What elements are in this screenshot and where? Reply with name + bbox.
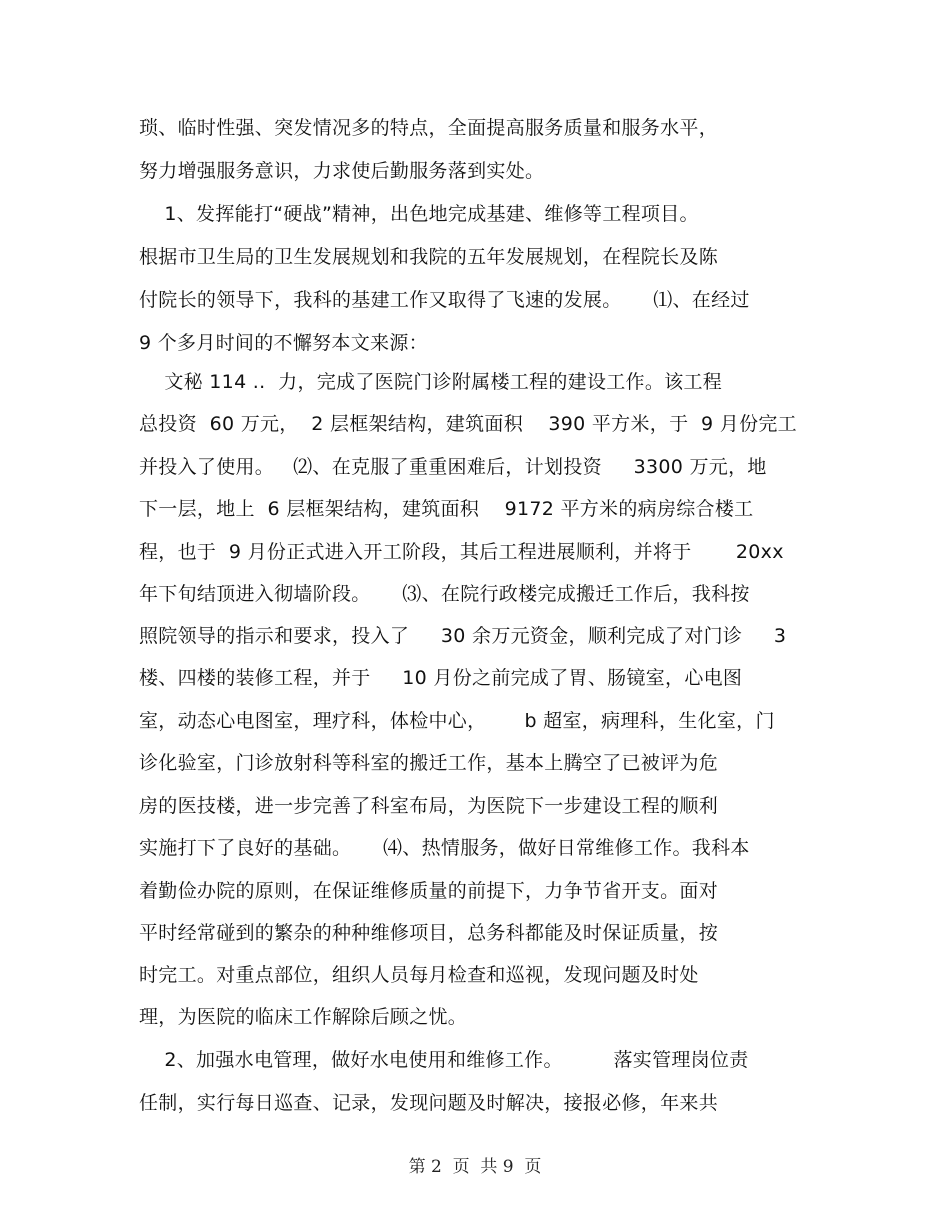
- text-line: 下一层，地上 6 层框架结构，建筑面积 9172 平方米的病房综合楼工: [139, 498, 754, 520]
- text-line: 根据市卫生局的卫生发展规划和我院的五年发展规划，在程院长及陈: [139, 246, 719, 268]
- text-line: 1、发挥能打“硬战”精神，出色地完成基建、维修等工程项目。: [139, 203, 699, 225]
- text-line: 实施打下了良好的基础。 ⑷、热情服务，做好日常维修工作。我科本: [139, 837, 750, 859]
- text-line: 努力增强服务意识，力求使后勤服务落到实处。: [139, 160, 545, 182]
- text-line: 琐、临时性强、突发情况多的特点，全面提高服务质量和服务水平，: [139, 117, 719, 139]
- text-line: 任制，实行每日巡查、记录，发现问题及时解决，接报必修，年来共: [139, 1092, 719, 1114]
- text-line: 室，动态心电图室，理疗科，体检中心， b 超室，病理科，生化室，门: [139, 710, 775, 732]
- text-line: 2、加强水电管理，做好水电使用和维修工作。 落实管理岗位责: [139, 1049, 749, 1071]
- text-line: 楼、四楼的装修工程，并于 10 月份之前完成了胃、肠镜室，心电图: [139, 667, 743, 689]
- text-line: 程，也于 9 月份正式进入开工阶段，其后工程进展顺利，并将于 20xx: [139, 541, 784, 563]
- text-line: 房的医技楼，进一步完善了科室布局，为医院下一步建设工程的顺利: [139, 795, 719, 817]
- text-line: 理，为医院的临床工作解除后顾之忧。: [139, 1006, 468, 1028]
- text-line: 付院长的领导下，我科的基建工作又取得了飞速的发展。 ⑴、在经过: [139, 289, 750, 311]
- text-line: 诊化验室，门诊放射科等科室的搬迁工作，基本上腾空了已被评为危: [139, 752, 719, 774]
- text-line: 照院领导的指示和要求，投入了 30 余万元资金，顺利完成了对门诊 3: [139, 625, 787, 647]
- text-line: 时完工。对重点部位，组织人员每月检查和巡视，发现问题及时处: [139, 964, 699, 986]
- text-line: 平时经常碰到的繁杂的种种维修项目，总务科都能及时保证质量，按: [139, 922, 719, 944]
- text-line: 9 个多月时间的不懈努本文来源：: [139, 332, 428, 354]
- text-line: 着勤俭办院的原则，在保证维修质量的前提下，力争节省开支。面对: [139, 880, 719, 902]
- text-line: 总投资 60 万元， 2 层框架结构，建筑面积 390 平方米，于 9 月份完工: [139, 413, 797, 435]
- page-number-footer: 第 2 页 共 9 页: [408, 1157, 542, 1177]
- text-line: 文秘 114 .. 力，完成了医院门诊附属楼工程的建设工作。该工程: [139, 371, 723, 393]
- text-line: 年下旬结顶进入彻墙阶段。 ⑶、在院行政楼完成搬迁工作后，我科按: [139, 583, 750, 605]
- text-line: 并投入了使用。 ⑵、在克服了重重困难后，计划投资 3300 万元，地: [139, 456, 767, 478]
